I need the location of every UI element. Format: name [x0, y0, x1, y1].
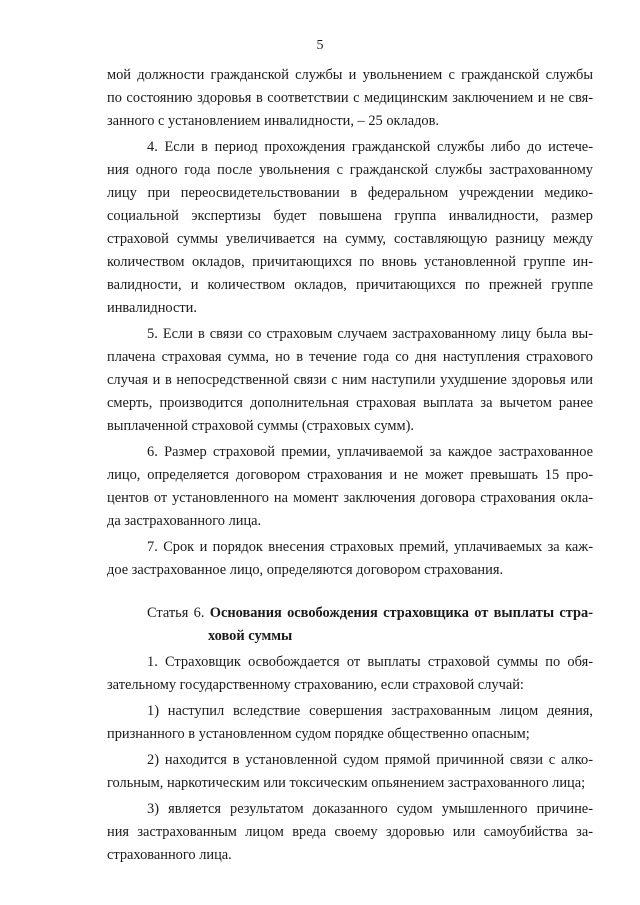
text-line: занного с установлением инвалидности, – 25 окладов. [107, 113, 439, 129]
paragraph-item-5 [107, 323, 593, 438]
text-line: дое застрахованное лицо, определяются договором страхования. [107, 562, 504, 578]
paragraph-item-4 [107, 136, 593, 320]
article-subitem-3 [107, 798, 593, 867]
article-subitem-1 [107, 700, 593, 746]
text-line: мой должности гражданской службы и увольнением с гражданской службы [107, 67, 593, 83]
text-line: страховой суммы увеличивается на сумму, составляющую разницу между [107, 231, 593, 247]
article-subitem-2 [107, 749, 593, 795]
text-line: 5. Если в связи со страховым случаем застрахованному лицу была вы- [147, 326, 593, 342]
text-line: 4. Если в период прохождения гражданской службы либо до истече- [147, 139, 593, 155]
text-line: валидности, и количеством окладов, причитающихся по прежней группе [107, 277, 593, 293]
text-line: ния застрахованным лицом вреда своему здоровью или самоубийства за- [107, 824, 593, 840]
article-title: Основания освобождения страховщика от выплаты стра- [209, 605, 593, 621]
text-line: социальной экспертизы будет повышена группа инвалидности, размер [107, 208, 593, 224]
text-line: страхованного лица. [107, 847, 232, 863]
article-heading [107, 602, 593, 648]
article-title-continuation: ховой суммы [208, 628, 293, 644]
text-line: 6. Размер страховой премии, уплачиваемой за каждое застрахованное [147, 444, 593, 460]
article-heading-line [107, 602, 593, 625]
paragraph-item-7 [107, 536, 593, 582]
article-clause-1 [107, 651, 593, 697]
text-line: 1. Страховщик освобождается от выплаты страховой суммы по обя- [147, 654, 593, 670]
text-line: 1) наступил вследствие совершения застрахованным лицом деяния, [147, 703, 593, 719]
document-body [107, 64, 593, 867]
text-line: гольным, наркотическим или токсическим опьянением застрахованного лица; [107, 775, 586, 791]
text-line: 2) находится в установленной судом прямой причинной связи с алко- [147, 752, 593, 768]
text-line: плачена страховая сумма, но в течение года со дня наступления страхового [107, 349, 593, 365]
page-number: 5 [316, 38, 324, 53]
text-line: случая и в непосредственной связи с ним наступили ухудшение здоровья или [107, 372, 593, 388]
paragraph-continuation [107, 64, 593, 133]
text-line: ния одного года после увольнения с гражданской службы застрахованному [107, 162, 593, 178]
text-line: количеством окладов, причитающихся по вновь установленной группе ин- [107, 254, 593, 270]
text-line: лицо, определяется договором страхования и не может превышать 15 про- [107, 467, 593, 483]
text-line: по состоянию здоровья в соответствии с медицинским заключением и не свя- [107, 90, 593, 106]
text-line: инвалидности. [107, 300, 197, 316]
paragraph-item-6 [107, 441, 593, 533]
text-line: 7. Срок и порядок внесения страховых премий, уплачиваемых за каж- [147, 539, 593, 555]
text-line: 3) является результатом доказанного судом умышленного причине- [147, 801, 593, 817]
text-line: признанного в установленном судом порядке общественно опасным; [107, 726, 530, 742]
article-label: Статья 6. [147, 605, 205, 621]
text-line: зательному государственному страхованию, если страховой случай: [107, 677, 524, 693]
text-line: да застрахованного лица. [107, 513, 262, 529]
text-line: центов от установленного на момент заключения договора страхования окла- [107, 490, 593, 506]
text-line: смерть, производится дополнительная страховая выплата за вычетом ранее [107, 395, 593, 411]
text-line: лицу при переосвидетельствовании в федеральном учреждении медико- [107, 185, 593, 201]
text-line: выплаченной страховой суммы (страховых сумм). [107, 418, 414, 434]
